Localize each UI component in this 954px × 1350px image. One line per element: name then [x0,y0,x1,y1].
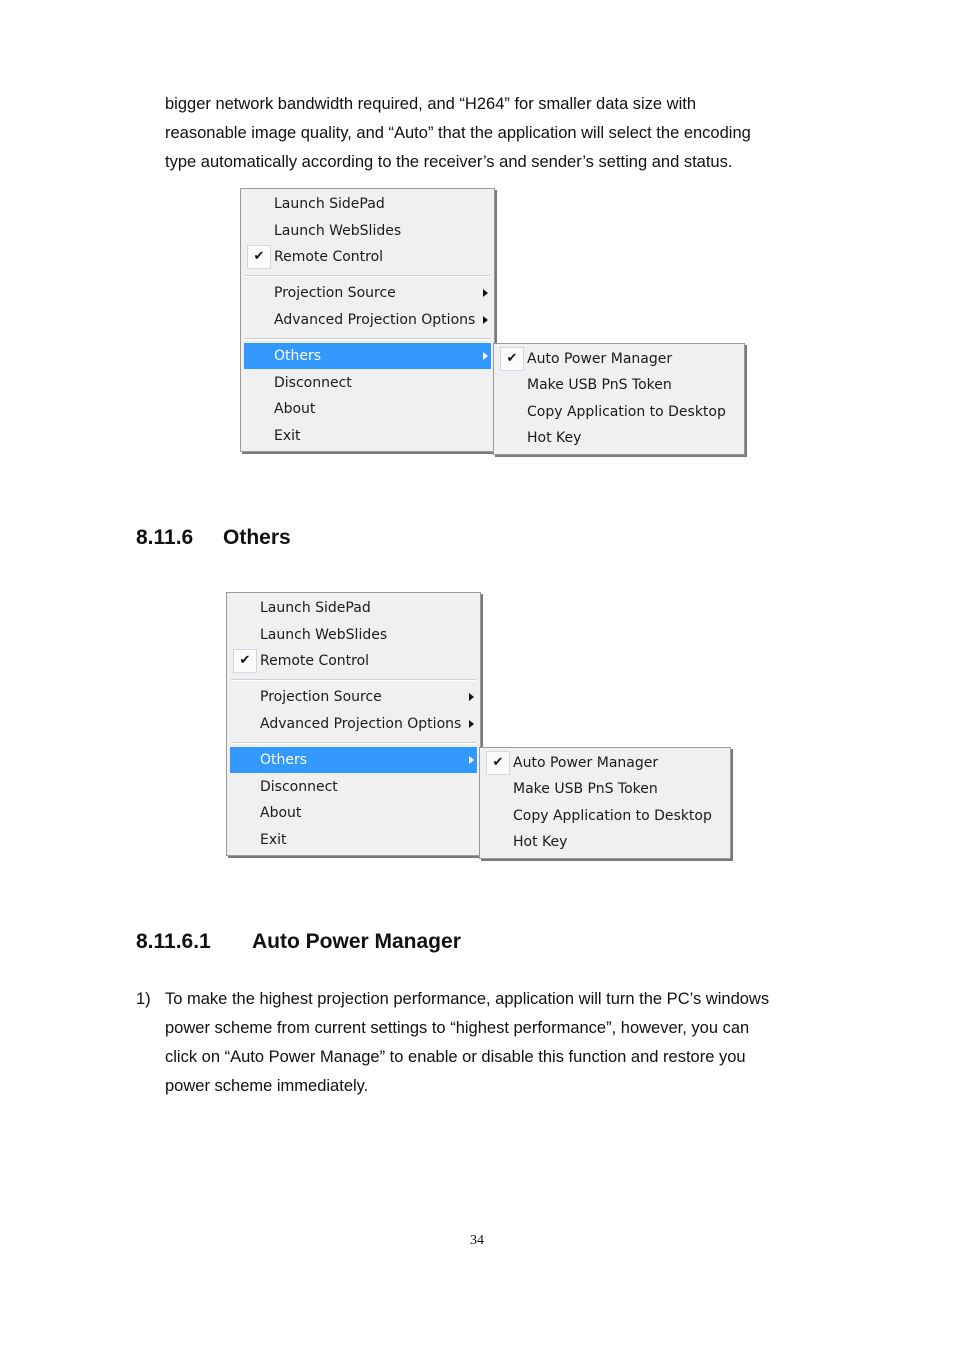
menu-item-label: Advanced Projection Options [260,716,462,732]
menu-item-label: Make USB PnS Token [513,781,658,797]
check-icon: ✔ [233,649,257,673]
list-item-line: power scheme from current settings to “highest performance”, however, you can [165,1019,750,1037]
menu-separator [231,742,476,744]
menu-item-remote-control[interactable] [244,244,491,270]
submenu-arrow-icon [469,756,474,764]
main-context-menu [226,592,481,856]
menu-item-copy-application[interactable] [483,803,727,829]
menu-item-label: Auto Power Manager [513,755,659,771]
menu-item-about[interactable] [230,800,477,826]
menu-item-label: Copy Application to Desktop [527,404,726,420]
menu-item-label: Hot Key [527,430,582,446]
menu-item-label: Disconnect [260,779,338,795]
menu-item-label: Auto Power Manager [527,351,673,367]
menu-item-hot-key[interactable] [497,425,741,451]
menu-item-label: Remote Control [260,653,370,669]
menu-item-launch-sidepad[interactable] [230,595,477,621]
check-icon: ✔ [486,751,510,775]
menu-item-disconnect[interactable] [244,370,491,396]
menu-item-hot-key[interactable] [483,829,727,855]
section-number: 8.11.6 [136,526,194,549]
section-heading-others [136,524,291,552]
menu-item-label: Remote Control [274,249,384,265]
menu-item-others[interactable] [230,747,477,773]
section-title: Auto Power Manager [252,930,461,953]
menu-separator [231,679,476,681]
menu-item-disconnect[interactable] [230,774,477,800]
intro-paragraph [165,90,825,177]
submenu-arrow-icon [469,720,474,728]
menu-item-launch-sidepad[interactable] [244,191,491,217]
menu-item-others[interactable] [244,343,491,369]
submenu-arrow-icon [469,693,474,701]
menu-item-remote-control[interactable] [230,648,477,674]
main-context-menu [240,188,495,452]
menu-item-label: Disconnect [274,375,352,391]
section-heading-auto-power-manager [136,928,461,956]
others-submenu [479,747,731,859]
list-item-text [165,985,825,1101]
menu-item-projection-source[interactable] [230,684,477,710]
check-icon: ✔ [500,347,524,371]
menu-item-make-usb-pns-token[interactable] [497,372,741,398]
menu-item-exit[interactable] [244,423,491,449]
list-item-line: click on “Auto Power Manage” to enable or disable this function and restore you [165,1048,746,1066]
menu-item-projection-source[interactable] [244,280,491,306]
menu-item-label: Launch WebSlides [274,223,402,239]
menu-item-label: Projection Source [260,689,382,705]
menu-item-label: Make USB PnS Token [527,377,672,393]
menu-item-exit[interactable] [230,827,477,853]
list-item-line: To make the highest projection performance, application will turn the PC’s windows [165,990,770,1008]
menu-separator [245,275,490,277]
check-icon: ✔ [247,245,271,269]
menu-item-label: Projection Source [274,285,396,301]
menu-item-label: Copy Application to Desktop [513,808,712,824]
menu-item-label: Others [274,348,322,364]
menu-item-auto-power-manager[interactable] [497,346,741,372]
menu-item-launch-webslides[interactable] [230,622,477,648]
page-number: 34 [470,1233,484,1248]
section-title: Others [223,526,291,549]
submenu-arrow-icon [483,289,488,297]
menu-item-label: Launch SidePad [260,600,371,616]
menu-item-label: Launch WebSlides [260,627,388,643]
menu-item-label: About [260,805,302,821]
menu-item-label: About [274,401,316,417]
menu-separator [245,338,490,340]
intro-line: type automatically according to the receiver’s and sender’s setting and status. [165,153,733,171]
submenu-arrow-icon [483,316,488,324]
menu-item-advanced-projection-options[interactable] [230,711,477,737]
list-item-line: power scheme immediately. [165,1077,369,1095]
menu-item-auto-power-manager[interactable] [483,750,727,776]
intro-line: reasonable image quality, and “Auto” that the application will select the encoding [165,124,751,142]
menu-item-label: Hot Key [513,834,568,850]
menu-item-label: Advanced Projection Options [274,312,476,328]
submenu-arrow-icon [483,352,488,360]
menu-item-label: Exit [274,428,301,444]
intro-line: bigger network bandwidth required, and “H264” for smaller data size with [165,95,697,113]
others-submenu [493,343,745,455]
menu-item-advanced-projection-options[interactable] [244,307,491,333]
menu-item-label: Others [260,752,308,768]
menu-item-about[interactable] [244,396,491,422]
menu-item-label: Launch SidePad [274,196,385,212]
menu-item-copy-application[interactable] [497,399,741,425]
menu-item-make-usb-pns-token[interactable] [483,776,727,802]
section-number: 8.11.6.1 [136,930,211,953]
menu-item-launch-webslides[interactable] [244,218,491,244]
list-item-number: 1) [136,990,151,1008]
menu-item-label: Exit [260,832,287,848]
